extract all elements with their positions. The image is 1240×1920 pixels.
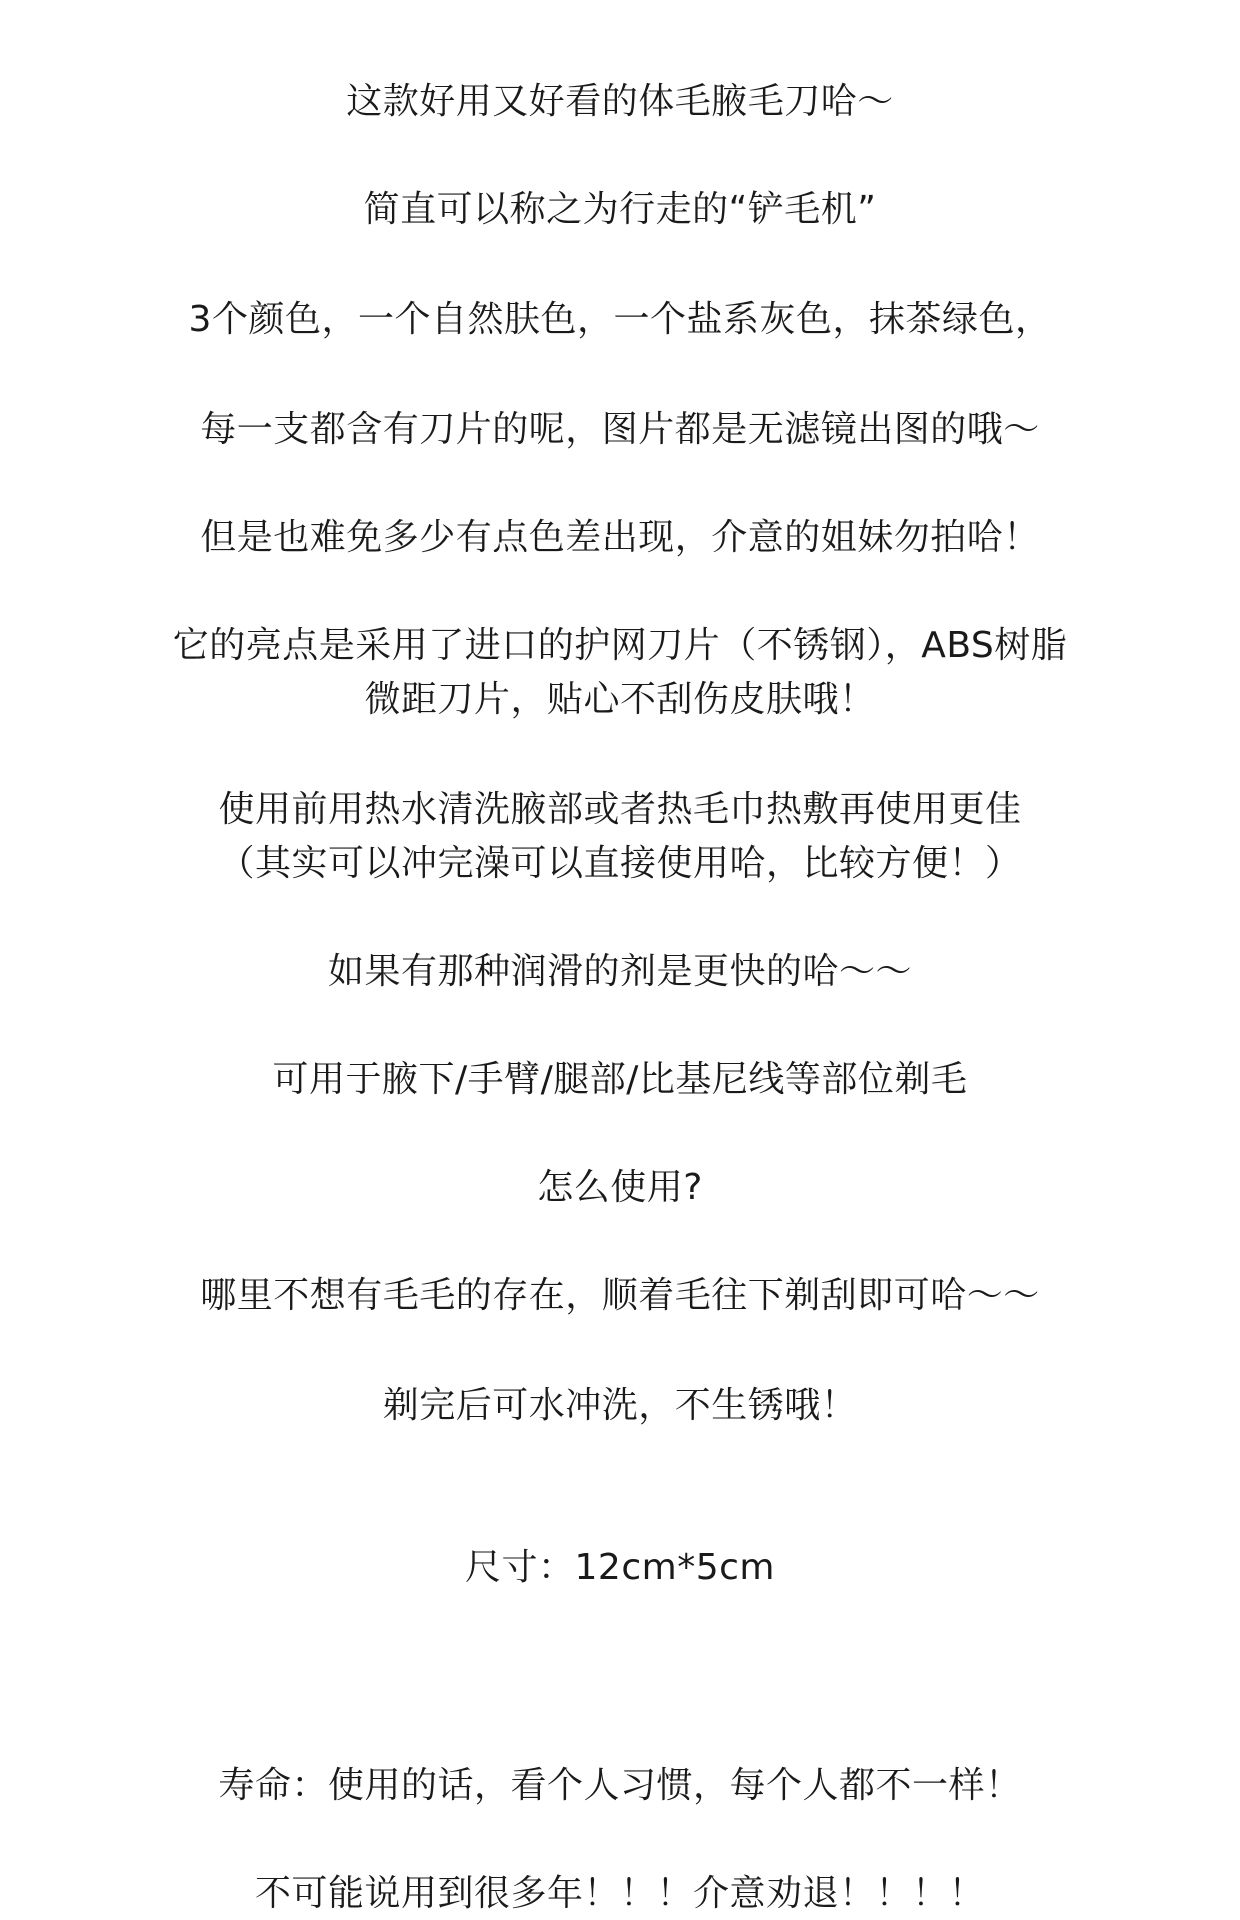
how-to-line: 哪里不想有毛毛的存在，顺着毛往下剃刮即可哈～～ — [200, 1275, 1040, 1316]
highlight-line-2: 微距刀片，贴心不刮伤皮肤哦！ — [364, 679, 876, 720]
colors-line: 3个颜色，一个自然肤色，一个盐系灰色，抹茶绿色， — [188, 299, 1052, 340]
rinse-line: 剃完后可水冲洗，不生锈哦！ — [382, 1385, 858, 1426]
usage-tip-line-2: （其实可以冲完澡可以直接使用哈，比较方便！） — [218, 843, 1022, 884]
blade-note-line: 每一支都含有刀片的呢，图片都是无滤镜出图的哦～ — [200, 409, 1040, 450]
size-line: 尺寸：12cm*5cm — [465, 1547, 775, 1588]
highlight-line-1: 它的亮点是采用了进口的护网刀片（不锈钢），ABS树脂 — [172, 625, 1068, 666]
color-diff-line: 但是也难免多少有点色差出现，介意的姐妹勿拍哈！ — [200, 517, 1040, 558]
disclaimer-line: 不可能说用到很多年！！！介意劝退！！！！ — [254, 1873, 985, 1914]
body-areas-line: 可用于腋下/手臂/腿部/比基尼线等部位剃毛 — [272, 1059, 968, 1100]
slogan-line: 简直可以称之为行走的“铲毛机” — [363, 189, 877, 230]
how-to-heading: 怎么使用? — [537, 1167, 703, 1208]
usage-tip-line-1: 使用前用热水清洗腋部或者热毛巾热敷再使用更佳 — [218, 789, 1022, 830]
lubricant-line: 如果有那种润滑的剂是更快的哈～～ — [327, 951, 912, 992]
lifespan-line: 寿命：使用的话，看个人习惯，每个人都不一样！ — [218, 1765, 1022, 1806]
intro-line: 这款好用又好看的体毛腋毛刀哈～ — [346, 81, 894, 122]
